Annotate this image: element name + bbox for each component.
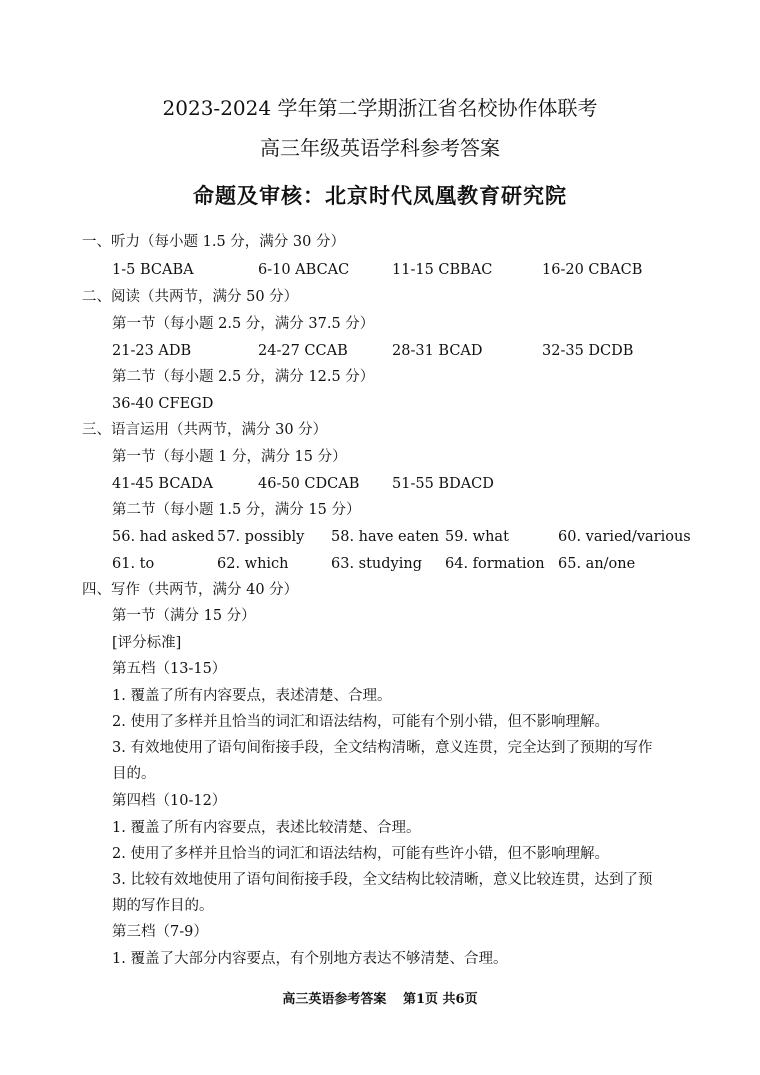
reading-answer: 28-31 BCAD <box>392 343 483 359</box>
tier5-heading: 第五档（13-15） <box>112 661 227 677</box>
fill-answer: 59. what <box>445 529 509 545</box>
fill-answer: 57. possibly <box>217 529 305 545</box>
reading-answer: 32-35 DCDB <box>542 343 634 359</box>
fill-answer: 63. studying <box>331 556 423 572</box>
fill-answer: 58. have eaten <box>331 529 440 545</box>
reading-part1-heading: 第一节（每小题 2.5 分，满分 37.5 分） <box>112 316 375 332</box>
fill-answer: 65. an/one <box>558 556 636 572</box>
tier3-heading: 第三档（7-9） <box>112 924 208 940</box>
footer-page-info: 第1页 共6页 <box>402 992 478 1007</box>
criteria-item: 2. 使用了多样并且恰当的词汇和语法结构，可能有些许小错，但不影响理解。 <box>112 846 609 862</box>
tier4-heading: 第四档（10-12） <box>112 793 227 809</box>
author-line: 命题及审核：北京时代凤凰教育研究院 <box>193 184 567 208</box>
criteria-item: 2. 使用了多样并且恰当的词汇和语法结构，可能有个别小错，但不影响理解。 <box>112 714 609 730</box>
footer-doc-name: 高三英语参考答案 <box>282 992 387 1007</box>
writing-part1-heading: 第一节（满分 15 分） <box>112 608 256 624</box>
fill-answer: 56. had asked <box>112 529 215 545</box>
criteria-item-cont: 目的。 <box>112 766 156 782</box>
criteria-item: 1. 覆盖了所有内容要点，表述比较清楚、合理。 <box>112 820 421 836</box>
criteria-item: 3. 有效地使用了语句间衔接手段，全文结构清晰，意义连贯，完全达到了预期的写作 <box>112 740 653 756</box>
language-heading: 三、语言运用（共两节，满分 30 分） <box>82 422 328 438</box>
language-answer: 51-55 BDACD <box>392 476 494 492</box>
page-footer <box>0 988 760 1007</box>
fill-answer: 62. which <box>217 556 289 572</box>
listening-answer: 11-15 CBBAC <box>392 262 493 278</box>
reading-answer: 24-27 CCAB <box>258 343 348 359</box>
fill-answer: 61. to <box>112 556 155 572</box>
fill-answer: 64. formation <box>445 556 545 572</box>
reading-part2-heading: 第二节（每小题 2.5 分，满分 12.5 分） <box>112 369 375 385</box>
reading-answer: 21-23 ADB <box>112 343 192 359</box>
answer-key-title: 高三年级英语学科参考答案 <box>260 136 500 160</box>
listening-heading: 一、听力（每小题 1.5 分，满分 30 分） <box>82 234 345 250</box>
listening-answer: 6-10 ABCAC <box>258 262 350 278</box>
criteria-item-cont: 期的写作目的。 <box>112 898 214 914</box>
language-part1-heading: 第一节（每小题 1 分，满分 15 分） <box>112 449 347 465</box>
reading-answer: 36-40 CFEGD <box>112 396 214 412</box>
language-part2-heading: 第二节（每小题 1.5 分，满分 15 分） <box>112 502 361 518</box>
criteria-item: 3. 比较有效地使用了语句间衔接手段，全文结构比较清晰，意义比较连贯，达到了预 <box>112 872 653 888</box>
fill-answer: 60. varied/various <box>558 529 691 545</box>
listening-answer: 16-20 CBACB <box>542 262 643 278</box>
language-answer: 46-50 CDCAB <box>258 476 360 492</box>
listening-answer: 1-5 BCABA <box>112 262 194 278</box>
exam-title: 2023-2024 学年第二学期浙江省名校协作体联考 <box>162 96 598 120</box>
language-answer: 41-45 BCADA <box>112 476 213 492</box>
reading-heading: 二、阅读（共两节，满分 50 分） <box>82 289 299 305</box>
criteria-item: 1. 覆盖了大部分内容要点，有个别地方表达不够清楚、合理。 <box>112 951 508 967</box>
criteria-item: 1. 覆盖了所有内容要点，表述清楚、合理。 <box>112 688 392 704</box>
writing-heading: 四、写作（共两节，满分 40 分） <box>82 582 299 598</box>
criteria-label: [评分标准] <box>112 635 182 651</box>
